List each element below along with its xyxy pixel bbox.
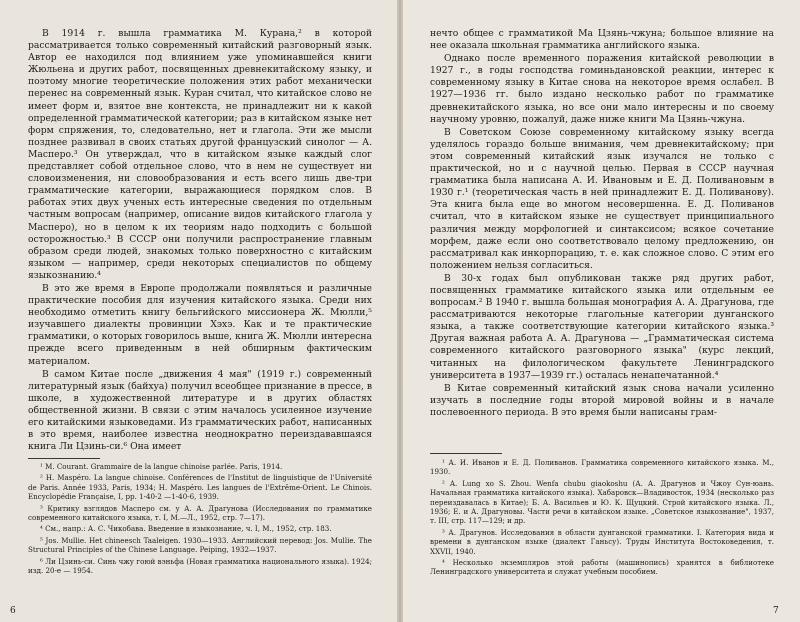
right-footnote-1: ¹ А. И. Иванов и Е. Д. Поливанов. Грамматика современного китайского языка. М., 1930. bbox=[430, 458, 774, 477]
left-paragraph-2: В это же время в Европе продолжали появляться и различные практические пособия для изучения китайского языка. Среди них необходимо отметить книгу бельгийского миссионера Ж. Мюлли,⁵ изучавшего диалекты провинции Хэхэ. Как и те практические грамматики, о которых говорилось выше, книга Ж. Мюлли интересна прежде всего приведенным в ней обширным фактическим материалом. bbox=[28, 282, 372, 367]
right-paragraph-3: В Советском Союзе современному китайскому языку всегда уделялось гораздо больше внимания, чем древнекитайскому; при этом современный китайский язык изучался не только с практической, но и с научной целью. Первая в СССР научная грамматика была написана А. И. Ивановым и Е. Д. Поливановым в 1930 г.¹ (теоретическая часть в ней принадлежит Е. Д. Поливанову). Эта книга была еще во многом несовершенна. Е. Д. Поливанов считал, что в китайском языке не существует принципиального различия между морфологией и синтаксисом; всякое сочетание морфем, даже если оно соответствовало целому предложению, он рассматривал как инкорпорацию, т. е. как сложное слово. С этим его положением нельзя согласиться. bbox=[430, 126, 774, 271]
right-paragraph-4: В 30-х годах был опубликован также ряд других работ, посвященных грамматике китайского языка или отдельным ее вопросам.² В 1940 г. вышла большая монография А. А. Драгунова, где рассматриваются некоторые глагольные категории дунганского языка, а также соответствующие категории китайского языка.³ Другая важная работа А. А. Драгунова — „Грамматическая система современного китайского разговорного языка" (курс лекций, читанных на филологическом факультете Ленинградского университета в 1937—1939 гг.) осталась ненапечатанной.⁴ bbox=[430, 272, 774, 381]
right-footnote-rule bbox=[430, 453, 502, 454]
right-page bbox=[400, 0, 800, 622]
right-main-text bbox=[430, 28, 774, 448]
right-paragraph-5: В Китае современный китайский язык снова начали усиленно изучать в последние годы второй мировой войны и в начале послевоенного периода. В это время были написаны грам- bbox=[430, 382, 774, 418]
book-spine-gutter bbox=[397, 0, 403, 622]
page-number-left: 6 bbox=[10, 606, 16, 616]
left-footnote-1: ¹ M. Courant. Grammaire de la langue chinoise parlée. Paris, 1914. bbox=[40, 462, 283, 471]
left-footnote-6: ⁶ Ли Цзинь-си. Синь чжу гоюй вэньфа (Новая грамматика национального языка). 1924; изд. 20-е — 1954. bbox=[28, 556, 372, 576]
right-footnotes bbox=[430, 458, 774, 598]
left-footnote-3: ³ Критику взглядов Масперо см. у А. А. Драгунова (Исследования по грамматике современного китайского языка, т. I, М.—Л., 1952, стр. 7—17). bbox=[28, 503, 372, 523]
left-paragraph-3: В самом Китае после „движения 4 мая" (1919 г.) современный литературный язык (байхуа) получил всеобщее признание в прессе, в школе, в художественной литературе и в других областях общественной жизни. В связи с этим началось усиленное изучение его китайскими языковедами. Из грамматических работ, написанных в это время, наиболее известна неоднократно переиздававшаяся книга Ли Цзинь-си.⁶ Она имеет bbox=[28, 368, 372, 453]
page-number-right: 7 bbox=[773, 606, 779, 616]
left-footnote-5: ⁵ Jos. Mullie. Het chineesch Taaleigen. 1930—1933. Английский перевод: Jos. Mullie. The Structural Principles of the Chinese Language. Peiping, 1932—1937. bbox=[28, 535, 372, 555]
left-footnote-4: ⁴ См., напр.: А. С. Чикобава. Введение в языкознание, ч. I, М., 1952, стр. 183. bbox=[40, 524, 332, 534]
right-footnote-3: ³ А. Драгунов. Исследования в области дунганской грамматики. I. Категория вида и времени в дунганском языке (диалект Ганьсу). Труды Института Востоковедения, т. XXVII, 1940. bbox=[430, 527, 774, 556]
left-footnote-rule bbox=[28, 458, 100, 459]
right-paragraph-1: нечто общее с грамматикой Ма Цзянь-чжуна; большое влияние на нее оказала школьная грамматика английского языка. bbox=[430, 28, 774, 52]
right-paragraph-2: Однако после временного поражения китайской революции в 1927 г., в годы господства гоминьдановской реакции, интерес к современному языку в Китае снова на некоторое время ослабел. В 1927—1936 гг. было издано несколько работ по грамматике древнекитайского языка, но все они мало интересны и по своему научному уровню, пожалуй, даже ниже книги Ма Цзянь-чжуна. bbox=[430, 53, 774, 125]
left-footnotes bbox=[28, 462, 372, 600]
left-main-text bbox=[28, 28, 372, 453]
right-footnote-2: ² A. Lung xo S. Zhou. Wenfa chubu giaokoshu (А. А. Драгунов и Чжоу Сун-юань. Начальная грамматика китайского языка). Хабаровск—Владивосток, 1934 (несколько раз переиздавалась в Китае); Б. А. Васильев и Ю. К. Щуцкий. Строй китайского языка. Л., 1936; Е. и А. Драгуновы. Части речи в китайском языке. „Советское языкознание", 1937, т. III, стр. 117—129; и др. bbox=[430, 478, 774, 526]
left-footnote-2: ² H. Maspéro. La langue chinoise. Conférences de l'Institut de linguistique de l'Université de Paris. Année 1933, Paris, 1934; H. Maspéro. Les langues de l'Extrême-Orient. Le Chinois. Encyclopédie Française, I, pp. 1-40-2 —1-40-6, 1939. bbox=[28, 473, 372, 502]
left-paragraph-1: В 1914 г. вышла грамматика М. Курана,² в которой рассматривается только современный китайский разговорный язык. Автор ее находился под влиянием уже упоминавшейся книги Жюльена и других работ, посвященных древнекитайскому языку, и поэтому многие теоретические положения этих работ механически перенес на современный язык. Куран считал, что китайское слово не имеет форм и, взятое вне контекста, не принадлежит ни к какой определенной грамматической категории; раз в китайском языке нет форм спряжения, то, следовательно, нет и глагола. Эти же мысли позднее развивал в своих статьях другой французский синолог — А. Масперо.³ Он утверждал, что в китайском языке каждый слог представляет собой отдельное слово, что в нем не существует ни словоизменения, ни словообразования и есть всего лишь две-три грамматические категории, выражающиеся порядком слов. В работах этих двух ученых есть интересные сведения по отдельным частным вопросам (например, описание видов китайского глагола у Масперо), но в целом к их теориям надо подходить с большой осторожностью.³ В СССР они получили распространение главным образом среди людей, знакомых только поверхностно с китайским языком — например, среди некоторых специалистов по общему языкознанию.⁴ bbox=[28, 28, 372, 281]
right-footnote-4: ⁴ Несколько экземпляров этой работы (машинопись) хранятся в библиотеке Ленинградского университета и служат учебным пособием. bbox=[430, 558, 774, 577]
